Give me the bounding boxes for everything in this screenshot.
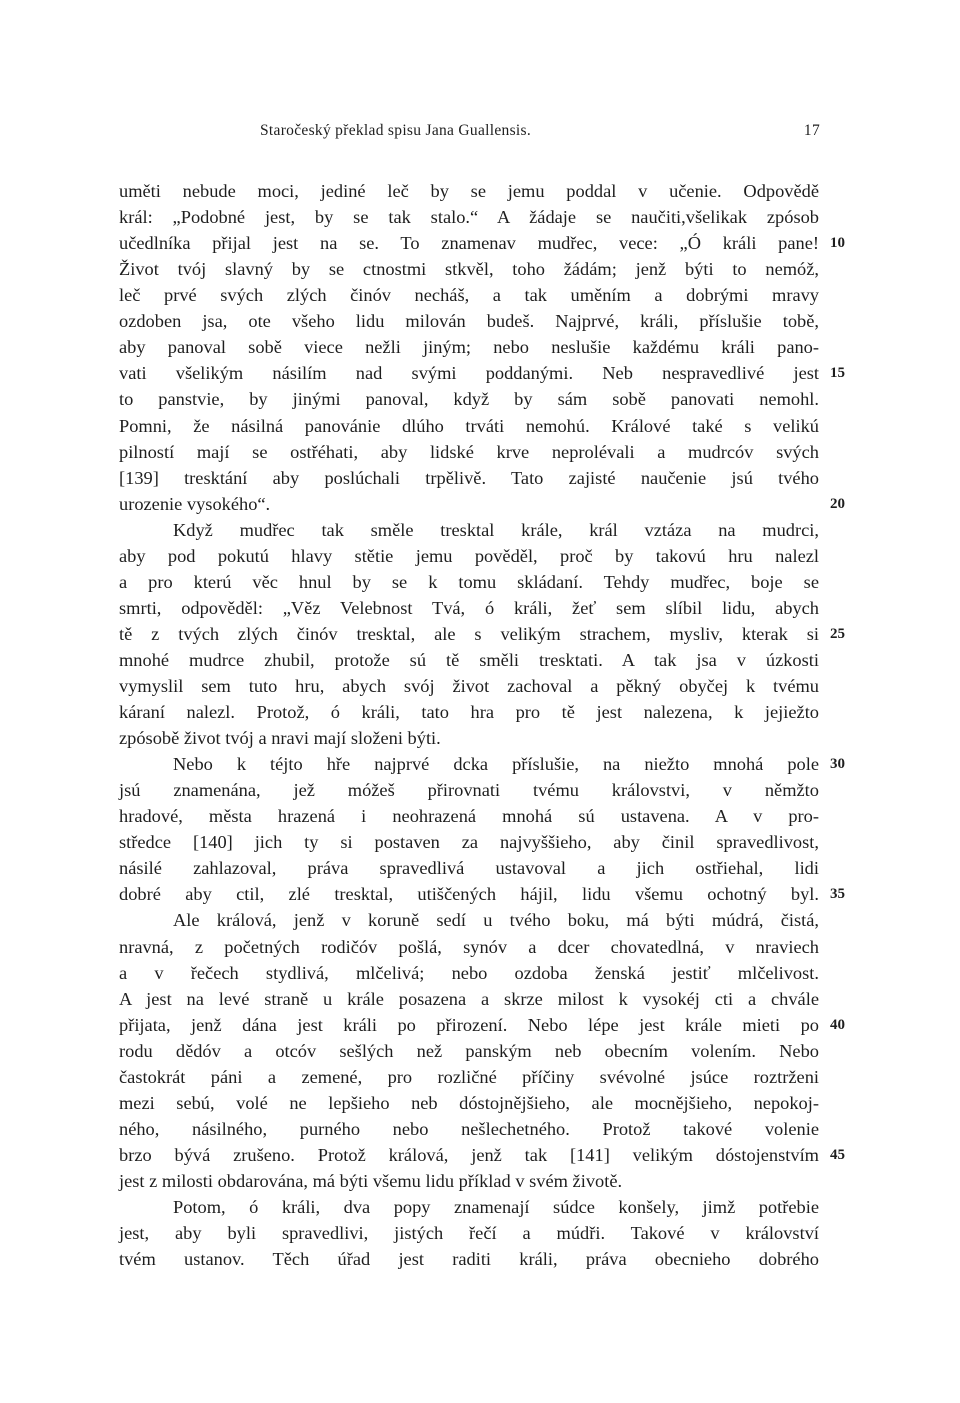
text-line: [119, 569, 819, 595]
text-line-content: brzo bývá zrušeno. Protož králová, jenž tak [141] velikým dóstojenstvím: [119, 1144, 819, 1165]
line-number: 10: [830, 235, 845, 252]
line-number: 35: [830, 886, 845, 903]
text-line-content: rodu dědóv a otcóv sešlých než panským neb obecním volením. Nebo: [119, 1040, 819, 1061]
text-line-content: Ale králová, jenž v koruně sedí u tvého boku, má býti múdrá, čistá,: [173, 910, 819, 931]
text-line-content: zpósobě život tvój a nravi mají složeni býti.: [119, 728, 441, 749]
text-line: [119, 751, 845, 777]
text-line: [119, 543, 819, 569]
text-line-content: hradové, města hrazená i neohrazená mnohá sú ustavena. A v pro-: [119, 806, 819, 827]
text-line-content: Život tvój slavný by se ctnostmi stkvěl, toho žádám; jenž býti to nemóž,: [119, 259, 819, 280]
text-line-content: nravná, z početných rodičóv pošlá, synóv a dcer chovatedlná, v nraviech: [119, 936, 819, 957]
text-line-content: středce [140] jich ty si postaven za najvyššieho, aby činil spravedlivost,: [119, 832, 819, 853]
text-line: [119, 1246, 819, 1272]
text-line: [119, 881, 845, 907]
text-line: [119, 360, 845, 386]
text-line: [119, 1168, 819, 1194]
text-line-content: [139] tresktání aby poslúchali trpělivě. Tato zajisté naučenie jsú tvého: [119, 467, 819, 488]
text-line: [119, 855, 819, 881]
line-number: 20: [830, 495, 845, 512]
text-line-content: Když mudřec tak směle tresktal krále, král vztáza na mudrci,: [173, 519, 819, 540]
text-line: [119, 178, 819, 204]
text-line-content: násilé zahlazoval, práva spravedlivá ustavoval a jich ostřiehal, lidi: [119, 858, 819, 879]
text-line: [119, 1038, 819, 1064]
text-line-content: to panstvie, by jinými panoval, když by sám sobě panovati nemohl.: [119, 389, 819, 410]
text-line: [119, 439, 819, 465]
page-number: 17: [803, 122, 820, 139]
text-line-content: a v řečech stydlivá, mlčelivá; nebo ozdoba ženská jestiť mlčelivost.: [119, 962, 819, 983]
text-line-content: král: „Podobné jest, by se tak stalo.“ A žádaje se naučiti,všelikak zpósob: [119, 207, 819, 228]
text-line-content: aby pod pokutú hlavy stětie jemu pověděl, proč by takovú hru nalezl: [119, 545, 819, 566]
text-line: [119, 1090, 819, 1116]
text-line-content: vati všelikým násilím nad svými poddanými. Neb nespravedlivé jest: [119, 363, 819, 384]
text-line-content: Nebo k téjto hře najprvé dcka příslušie, na niežto mnohá pole: [173, 754, 819, 775]
line-number: 40: [830, 1016, 845, 1033]
text-line-content: mezi sebú, volé ne lepšieho neb dóstojnějšieho, ale mocnějšieho, nepokoj-: [119, 1092, 819, 1113]
text-line: [119, 230, 845, 256]
text-line: [119, 699, 819, 725]
text-line: [119, 517, 819, 543]
text-line-content: tvém ustanov. Těch úřad jest raditi králi, práva obecnieho dobrého: [119, 1249, 819, 1269]
text-line: [119, 595, 819, 621]
text-line-content: A jest na levé straně u krále posazena a skrze milost k vysokéj cti a chvále: [119, 988, 819, 1009]
running-title: Staročeský překlad spisu Jana Guallensis.: [260, 122, 532, 139]
text-line: [119, 334, 819, 360]
text-line: [119, 647, 819, 673]
text-line-content: přijata, jenž dána jest králi po přirození. Nebo lépe jest krále mieti po: [119, 1014, 819, 1035]
text-line-content: ného, násilného, purného nebo nešlechetného. Protož takové volenie: [119, 1118, 819, 1139]
text-line: [119, 934, 819, 960]
text-line-content: Pomni, že násilná panovánie dlúho trváti nemohú. Králové také s velikú: [119, 415, 819, 436]
line-number: 45: [830, 1146, 845, 1163]
text-line-content: káraní nalezl. Protož, ó králi, tato hra pro tě jest nalezena, k jejiežto: [119, 702, 819, 722]
text-line: [119, 256, 819, 282]
text-line: [119, 386, 819, 412]
text-line: [119, 465, 819, 491]
text-line-content: Potom, ó králi, dva popy znamenají súdce konšely, jimž potřebie: [173, 1197, 819, 1217]
text-line: [119, 907, 819, 933]
text-line-content: vymyslil sem tuto hru, abych svój život zachoval a pěkný obyčej k tvému: [119, 675, 819, 696]
text-line-content: učedlníka přijal jest na se. To znamenav mudřec, vece: „Ó králi pane!: [119, 233, 819, 254]
text-line: [119, 204, 819, 230]
text-line-content: jest, aby byli spravedlivi, jistých řečí a múdři. Takové v království: [119, 1223, 819, 1243]
text-line-content: častokrát páni a zemené, pro rozličné příčiny svévolné jsúce roztrženi: [119, 1066, 819, 1087]
text-line: [119, 491, 845, 517]
text-line-content: smrti, odpověděl: „Věz Velebnost Tvá, ó králi, žeť sem slíbil lidu, abych: [119, 597, 819, 618]
text-line-content: leč prvé svých zlých činóv necháš, a tak uměním a dobrými mravy: [119, 285, 819, 306]
text-line: [119, 1012, 845, 1038]
text-line: [119, 1194, 819, 1220]
text-line: [119, 725, 819, 751]
line-number: 15: [830, 365, 845, 382]
text-line: [119, 1064, 819, 1090]
text-line-content: ozdoben jsa, ote všeho lidu milován budeš. Najprvé, králi, příslušie tobě,: [119, 311, 819, 332]
text-line: [119, 413, 819, 439]
text-line-content: urozenie vysokého“.: [119, 493, 271, 514]
text-line: [119, 621, 845, 647]
text-line: [119, 1116, 819, 1142]
text-line-content: tě z tvých zlých činóv tresktal, ale s velikým strachem, mysliv, kterak si: [119, 623, 819, 644]
text-line: [119, 308, 819, 334]
text-line: [119, 777, 819, 803]
text-line-content: mnohé mudrce zhubil, protože sú tě směli tresktati. A tak jsa v úzkosti: [119, 649, 819, 670]
text-line-content: aby panoval sobě viece nežli jiným; nebo neslušie každému králi pano-: [119, 337, 819, 358]
text-line: [119, 673, 819, 699]
line-number: 30: [830, 756, 845, 773]
text-line: [119, 803, 819, 829]
text-line-content: jsú znamenána, jež móžeš přirovnati tvému královstvi, v němžto: [119, 780, 819, 801]
line-number: 25: [830, 625, 845, 642]
text-line-content: jest z milosti obdarována, má býti všemu lidu příklad v svém životě.: [119, 1170, 623, 1191]
text-line: [119, 829, 819, 855]
text-line-content: uměti nebude moci, jediné leč by se jemu poddal v učenie. Odpovědě: [119, 181, 819, 201]
text-line-content: dobré aby ctil, zlé tresktal, utiščených hájil, lidu všemu ochotný byl.: [119, 884, 819, 905]
text-line: [119, 986, 819, 1012]
text-line-content: pilností mají se ostřéhati, aby lidské krve neprolévali a mudrcóv svých: [119, 441, 819, 462]
text-line: [119, 1220, 819, 1246]
text-line: [119, 960, 819, 986]
text-line: [119, 282, 819, 308]
text-line-content: a pro kterú věc hnul by se k tomu skládaní. Tehdy mudřec, boje se: [119, 571, 819, 592]
text-line: [119, 1142, 845, 1168]
